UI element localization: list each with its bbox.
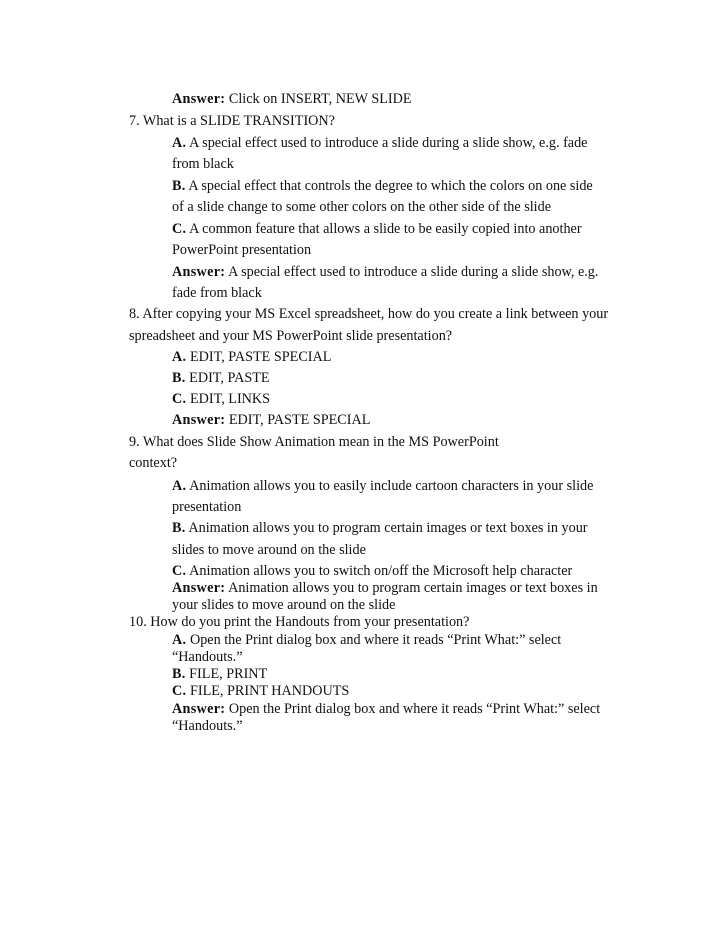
q8-option-b bbox=[172, 369, 270, 387]
q6-answer bbox=[172, 90, 412, 108]
answer-label: Answer: bbox=[172, 580, 226, 596]
option-label: A. bbox=[172, 632, 187, 648]
q10-option-b bbox=[172, 665, 267, 683]
q8-option-c bbox=[172, 390, 270, 408]
option-text: EDIT, PASTE bbox=[185, 370, 270, 386]
q10-answer-cont: “Handouts.” bbox=[172, 718, 243, 734]
option-text: FILE, PRINT HANDOUTS bbox=[186, 683, 350, 699]
option-text: Open the Print dialog box and where it reads “Print What:” select bbox=[186, 632, 562, 648]
option-label: C. bbox=[172, 391, 187, 407]
q9-option-b-cont: slides to move around on the slide bbox=[172, 542, 366, 558]
option-text: EDIT, LINKS bbox=[186, 391, 271, 407]
q10-question: 10. How do you print the Handouts from your presentation? bbox=[129, 614, 470, 630]
q7-question: 7. What is a SLIDE TRANSITION? bbox=[129, 113, 335, 129]
option-label: C. bbox=[172, 683, 187, 699]
q7-answer bbox=[172, 263, 598, 281]
q10-option-a-cont: “Handouts.” bbox=[172, 649, 243, 665]
answer-label: Answer: bbox=[172, 91, 226, 107]
q8-question-cont: spreadsheet and your MS PowerPoint slide presentation? bbox=[129, 328, 453, 344]
option-label: C. bbox=[172, 221, 187, 237]
option-label: B. bbox=[172, 178, 186, 194]
answer-text: Animation allows you to program certain images or text boxes in bbox=[225, 580, 598, 596]
q9-question: 9. What does Slide Show Animation mean in the MS PowerPoint bbox=[129, 434, 499, 450]
q10-answer bbox=[172, 700, 600, 718]
option-label: C. bbox=[172, 563, 187, 579]
q8-question: 8. After copying your MS Excel spreadsheet, how do you create a link between your bbox=[129, 306, 609, 322]
q7-option-c bbox=[172, 220, 582, 238]
q9-question-cont: context? bbox=[129, 455, 178, 471]
q7-option-b-cont: of a slide change to some other colors on the other side of the slide bbox=[172, 199, 552, 215]
option-text: A common feature that allows a slide to be easily copied into another bbox=[186, 221, 582, 237]
q9-option-a bbox=[172, 477, 593, 495]
option-label: A. bbox=[172, 478, 187, 494]
answer-text: Open the Print dialog box and where it reads “Print What:” select bbox=[225, 701, 601, 717]
option-label: B. bbox=[172, 370, 186, 386]
option-text: A special effect used to introduce a slide during a slide show, e.g. fade bbox=[186, 135, 588, 151]
option-label: A. bbox=[172, 349, 187, 365]
option-label: B. bbox=[172, 520, 186, 536]
answer-text: Click on INSERT, NEW SLIDE bbox=[225, 91, 412, 107]
q9-answer-cont: your slides to move around on the slide bbox=[172, 597, 396, 613]
answer-label: Answer: bbox=[172, 701, 226, 717]
q8-answer bbox=[172, 411, 370, 429]
option-label: A. bbox=[172, 135, 187, 151]
q7-option-a-cont: from black bbox=[172, 156, 234, 172]
q8-option-a bbox=[172, 348, 331, 366]
answer-text: A special effect used to introduce a slide during a slide show, e.g. bbox=[225, 264, 599, 280]
q7-option-b bbox=[172, 177, 593, 195]
option-text: Animation allows you to switch on/off the Microsoft help character bbox=[186, 563, 573, 579]
q7-option-c-cont: PowerPoint presentation bbox=[172, 242, 312, 258]
q9-option-b bbox=[172, 519, 588, 537]
q10-option-c bbox=[172, 682, 349, 700]
q9-option-a-cont: presentation bbox=[172, 499, 242, 515]
option-text: Animation allows you to easily include cartoon characters in your slide bbox=[186, 478, 594, 494]
option-text: FILE, PRINT bbox=[185, 666, 268, 682]
answer-text: EDIT, PASTE SPECIAL bbox=[225, 412, 371, 428]
option-text: A special effect that controls the degree to which the colors on one side bbox=[185, 178, 593, 194]
q7-option-a bbox=[172, 134, 587, 152]
q9-option-c bbox=[172, 562, 572, 580]
option-label: B. bbox=[172, 666, 186, 682]
q7-answer-cont: fade from black bbox=[172, 285, 262, 301]
option-text: EDIT, PASTE SPECIAL bbox=[186, 349, 332, 365]
answer-label: Answer: bbox=[172, 264, 226, 280]
option-text: Animation allows you to program certain images or text boxes in your bbox=[185, 520, 588, 536]
answer-label: Answer: bbox=[172, 412, 226, 428]
q10-option-a bbox=[172, 631, 561, 649]
q9-answer bbox=[172, 579, 598, 597]
